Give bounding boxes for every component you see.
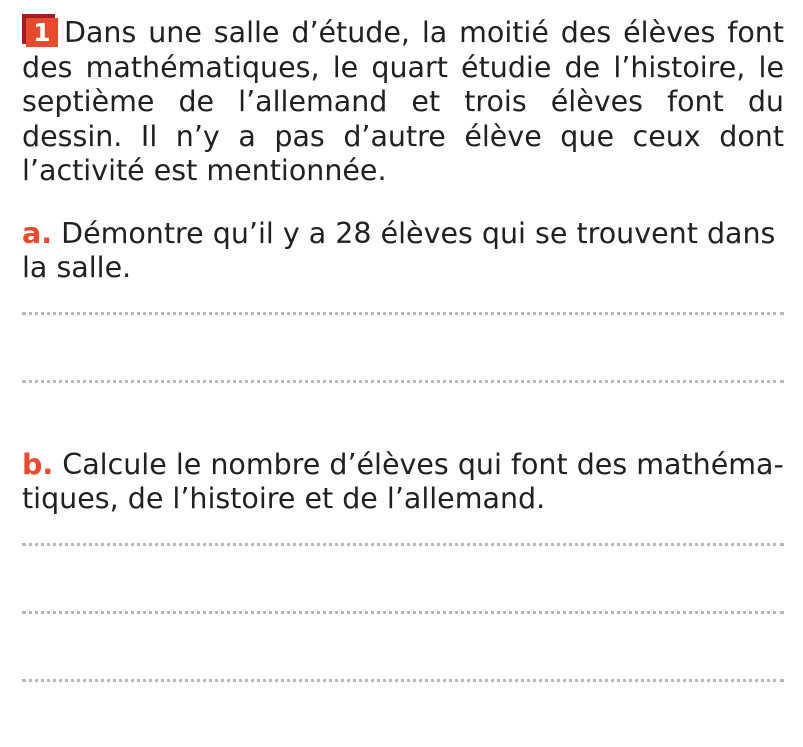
question-b [22,448,784,517]
answer-line[interactable] [22,679,784,682]
question-b-text: Calcule le nombre d’élèves qui font des mathématiques, de l’histoire et de l’allemand. [22,447,784,515]
question-a-text: Démontre qu’il y a 28 élèves qui se trouvent dans la salle. [22,216,776,284]
answer-line[interactable] [22,312,784,315]
question-a-letter: a. [22,216,53,250]
exercise-statement [22,14,784,189]
answer-line[interactable] [22,611,784,614]
exercise-intro-text: Dans une salle d’étude, la moitié des élèves font des mathématiques, le quart étudie de l’histoire, le septième de l’allemand et trois élèves font du dessin. Il n’y a pas d’autre élève que ceux dont l’activité est mentionnée. [22,16,784,187]
answer-area-b [22,543,784,682]
question-a [22,217,784,286]
question-b-letter: b. [22,447,54,481]
answer-area-a [22,312,784,383]
answer-line[interactable] [22,543,784,546]
answer-line[interactable] [22,380,784,383]
exercise-number-badge [22,14,58,47]
exercise-1 [22,14,784,747]
exercise-number: 1 [26,18,58,47]
